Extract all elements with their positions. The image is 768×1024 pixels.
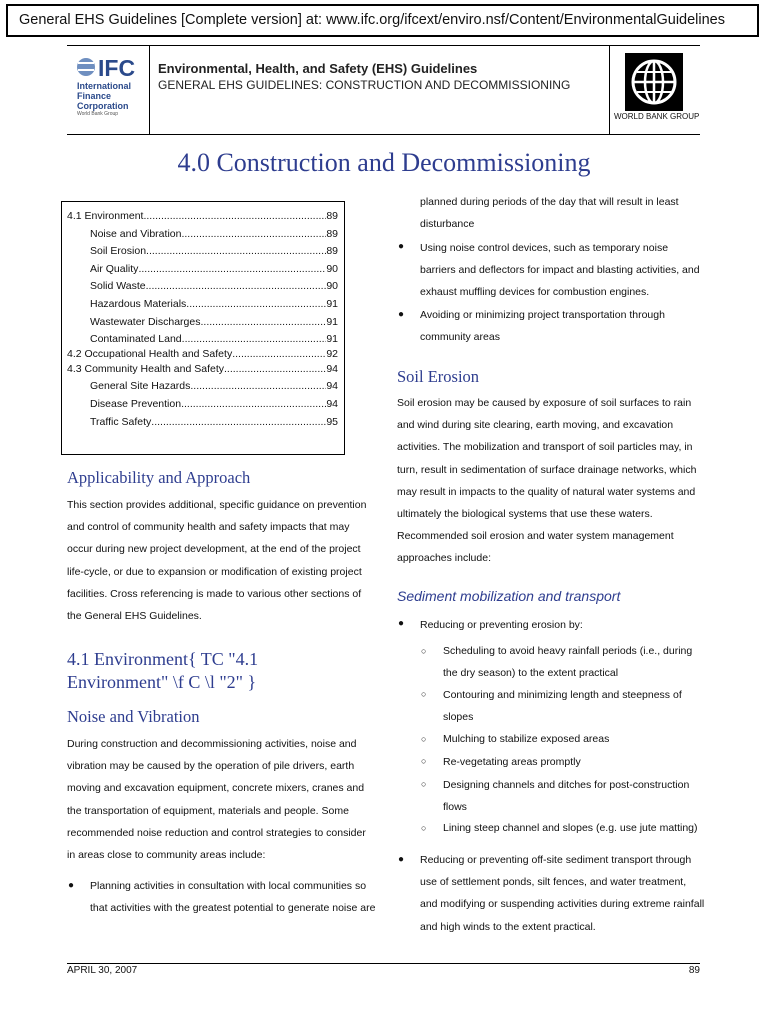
ifc-globe-icon (76, 54, 146, 80)
text-line: the transportation of equipment, materials and people. Some (67, 804, 349, 817)
sub-bullet (443, 728, 713, 750)
toc-entry[interactable]: Air Quality ..... 90 (90, 262, 338, 276)
bullet-icon: ● (398, 854, 405, 865)
ifc-logo-line: International (77, 81, 132, 91)
ifc-logo (76, 54, 146, 120)
toc-entry[interactable]: Traffic Safety ..... 95 (90, 415, 338, 429)
noise-bullet-1 (90, 875, 380, 919)
ifc-logo-tagline: World Bank Group (77, 111, 119, 117)
header-divider-right (609, 45, 610, 135)
toc-entry[interactable]: Noise and Vibration ..... 89 (90, 227, 338, 241)
circle-bullet-icon: ○ (421, 779, 427, 789)
heading-line: 4.1 Environment{ TC "4.1 (67, 649, 259, 669)
text-line: recommended noise reduction and control strategies to consider (67, 826, 366, 839)
text-line: Soil erosion may be caused by exposure of soil surfaces to rain (397, 397, 692, 409)
world-bank-globe-icon (625, 53, 683, 111)
circle-bullet-icon: ○ (421, 734, 427, 744)
toc-entry[interactable]: Disease Prevention ..... 94 (90, 397, 338, 411)
bullet-icon: ● (398, 309, 405, 320)
text-line: slopes (443, 711, 474, 724)
soil-erosion-paragraph (397, 392, 707, 570)
circle-bullet-icon: ○ (421, 689, 427, 699)
text-line: Recommended soil erosion and water system management (397, 530, 674, 543)
text-line: and modifying or suspending activities during extreme rainfall (420, 898, 705, 911)
toc-entry[interactable]: General Site Hazards ..... 94 (90, 379, 338, 393)
text-line: use of settlement ponds, silt fences, and water treatment, (420, 876, 687, 889)
text-line: in areas close to community areas include: (67, 849, 266, 862)
sub-bullet (443, 774, 713, 818)
text-line: Designing channels and ditches for post-construction (443, 779, 690, 791)
text-line: the dry season) to the extent practical (443, 667, 619, 680)
text-line: that activities with the greatest potential to generate noise are (90, 902, 376, 915)
text-line: and high winds to the extent practical. (420, 920, 596, 933)
text-line: This section provides additional, specific guidance on prevention (67, 499, 367, 511)
text-line: and control of community health and safety impacts that may (67, 521, 350, 534)
text-line: facilities. Cross referencing is made to various other sections of (67, 587, 362, 600)
toc-entry[interactable]: 4.1 Environment ..... 89 (67, 209, 338, 223)
bullet-icon: ● (398, 241, 405, 252)
offsite-bullet (420, 849, 720, 938)
text-line: Scheduling to avoid heavy rainfall periods (i.e., during (443, 645, 693, 657)
erosion-bullet (420, 614, 710, 636)
header-rule-bottom (67, 134, 700, 135)
text-line: vibration may be caused by the operation of pile drivers, earth (67, 760, 355, 773)
heading-line: Environment" \f C \l "2" } (67, 672, 257, 692)
applicability-paragraph (67, 494, 367, 627)
text-line: life-cycle, or due to expansion or modification of existing project (67, 565, 362, 578)
text-line: community areas (420, 331, 500, 344)
toc-entry[interactable]: 4.2 Occupational Health and Safety ..... 92 (67, 347, 338, 361)
text-line: turn, result in sedimentation of surface drainage networks, which (397, 463, 697, 476)
ifc-mark-text: IFC (98, 55, 136, 80)
toc-entry[interactable]: Soil Erosion ..... 89 (90, 244, 338, 258)
text-line: Reducing or preventing off-site sediment transport through (420, 854, 692, 866)
text-line: Reducing or preventing erosion by: (420, 619, 583, 631)
circle-bullet-icon: ○ (421, 756, 427, 766)
section-heading-environment (67, 648, 258, 694)
source-url-banner: General EHS Guidelines [Complete version] at: www.ifc.org/ifcext/enviro.nsf/Content/EnvironmentalGuidelines (6, 4, 759, 37)
text-line: the General EHS Guidelines. (67, 610, 202, 623)
bullet-icon: ● (68, 880, 75, 891)
footer-page-number: 89 (688, 965, 700, 976)
noise-bullet-1-continued (420, 191, 710, 235)
bullet-icon: ● (398, 618, 405, 629)
sub-bullet (443, 684, 713, 728)
text-line: may result in impacts to the quality of natural water systems and (397, 485, 696, 498)
text-line: approaches include: (397, 552, 491, 565)
sub-bullet (443, 640, 713, 684)
footer-rule (67, 963, 700, 964)
text-line: Re-vegetating areas promptly (443, 756, 581, 768)
toc-entry[interactable]: 4.3 Community Health and Safety ..... 94 (67, 362, 338, 376)
sub-bullet (443, 751, 713, 773)
text-line: barriers and deflectors for impact and blasting activities, and (420, 264, 700, 277)
table-of-contents (61, 201, 345, 455)
noise-paragraph (67, 733, 367, 866)
text-line: moving and excavation equipment, concrete mixers, cranes and (67, 782, 365, 795)
toc-entry[interactable]: Solid Waste ..... 90 (90, 279, 338, 293)
text-line: activities. The mobilization and transport of soil particles may, in (397, 441, 693, 454)
text-line: flows (443, 801, 467, 814)
toc-entry[interactable]: Hazardous Materials ..... 91 (90, 297, 338, 311)
text-line: exhaust muffling devices for combustion engines. (420, 286, 650, 299)
circle-bullet-icon: ○ (421, 646, 427, 656)
ifc-logo-line: Finance (77, 91, 112, 101)
document-title: Environmental, Health, and Safety (EHS) Guidelines (158, 61, 478, 76)
noise-bullet-3 (420, 304, 710, 348)
circle-bullet-icon: ○ (421, 823, 427, 833)
header-rule-top (67, 45, 700, 46)
section-heading-noise: Noise and Vibration (67, 707, 200, 726)
text-line: Mulching to stabilize exposed areas (443, 733, 610, 745)
world-bank-logo (625, 53, 683, 111)
world-bank-label: WORLD BANK GROUP (614, 112, 700, 121)
ifc-logo-line: Corporation (77, 101, 129, 111)
document-subtitle: GENERAL EHS GUIDELINES: CONSTRUCTION AND DECOMMISSIONING (158, 78, 571, 92)
text-line: Lining steep channel and slopes (e.g. use jute matting) (443, 822, 698, 834)
footer-date: APRIL 30, 2007 (67, 965, 138, 976)
text-line: ultimately the biological systems that use these waters. (397, 508, 653, 521)
header-divider-left (149, 45, 150, 135)
section-heading-applicability: Applicability and Approach (67, 468, 251, 487)
sub-bullet (443, 817, 723, 839)
text-line: During construction and decommissioning activities, noise and (67, 738, 357, 750)
text-line: and wind during site clearing, earth moving, and excavation (397, 419, 674, 432)
toc-entry[interactable]: Wastewater Discharges ..... 91 (90, 315, 338, 329)
text-line: Contouring and minimizing length and steepness of (443, 689, 682, 701)
text-line: Using noise control devices, such as temporary noise (420, 242, 669, 254)
section-heading-soil-erosion: Soil Erosion (397, 367, 480, 386)
text-line: Planning activities in consultation with local communities so (90, 880, 367, 892)
text-line: planned during periods of the day that will result in least (420, 196, 679, 208)
noise-bullet-2 (420, 237, 710, 304)
text-line: disturbance (420, 218, 475, 231)
text-line: Avoiding or minimizing project transportation through (420, 309, 665, 321)
page-title: 4.0 Construction and Decommissioning (177, 148, 591, 177)
sub-heading-sediment: Sediment mobilization and transport (397, 588, 621, 604)
text-line: occur during new project development, at the end of the project (67, 543, 361, 556)
toc-entry[interactable]: Contaminated Land ..... 91 (90, 332, 338, 346)
